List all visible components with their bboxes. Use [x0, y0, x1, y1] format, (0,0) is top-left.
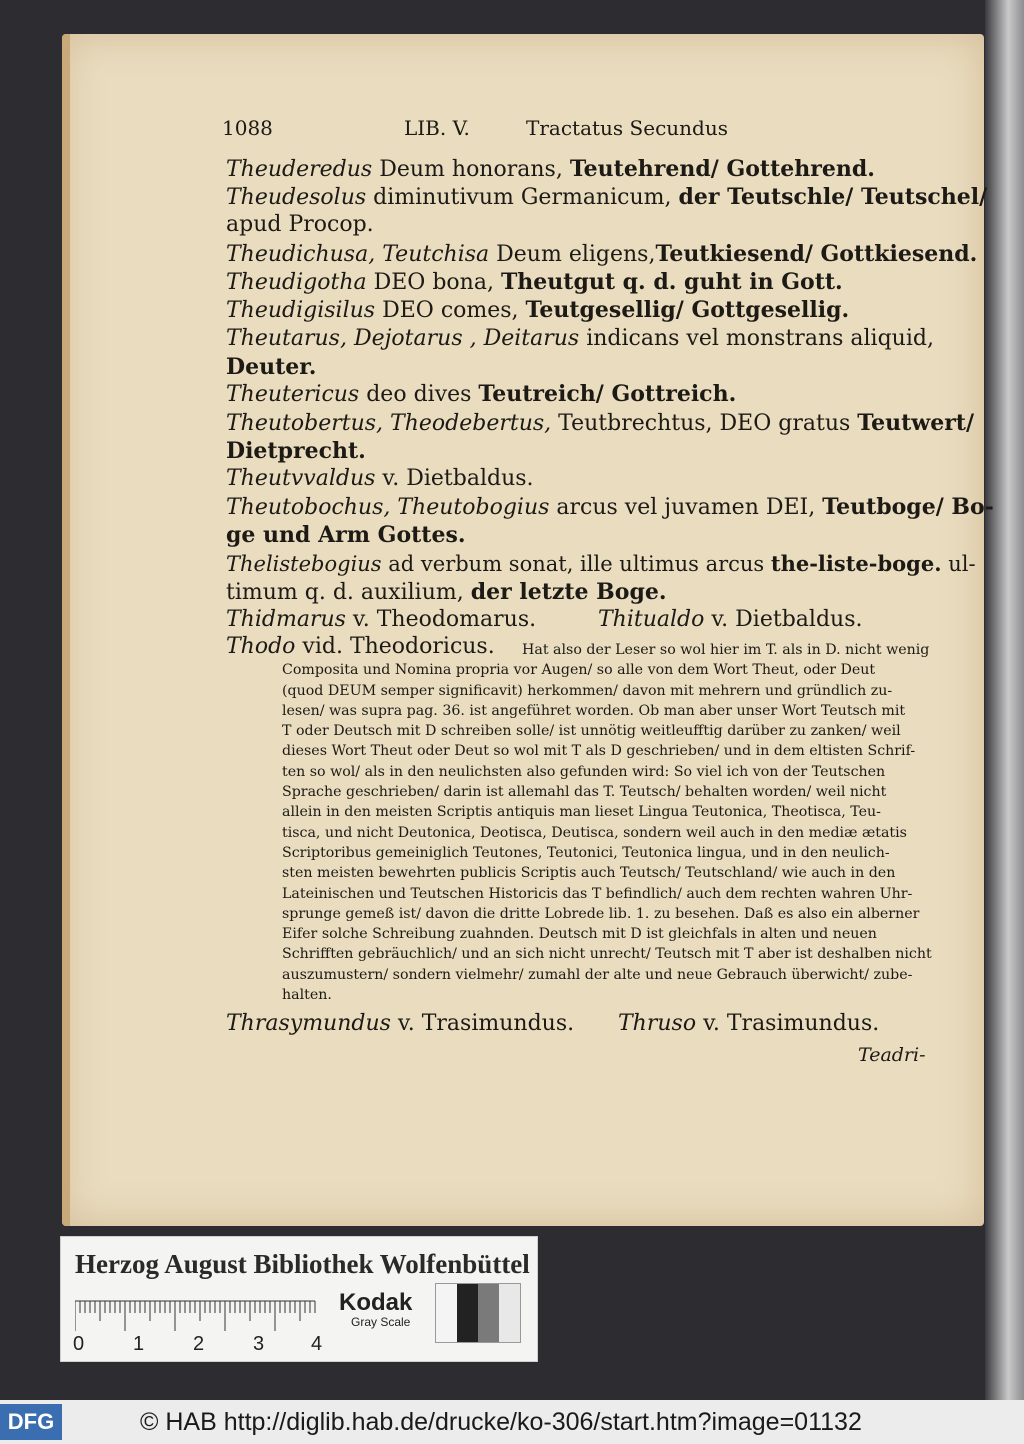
entry-head: Theutvvaldus [226, 466, 376, 491]
library-name: Herzog August Bibliothek Wolfenbüttel [75, 1249, 530, 1279]
gray-patch [499, 1284, 520, 1342]
entry-head: Thidmarus [226, 607, 346, 632]
entry-continuation [226, 578, 666, 607]
note-block [282, 640, 934, 1005]
entry-theutobertus [226, 409, 975, 438]
entry-text: DEO comes, [375, 298, 526, 323]
kodak-logo: Kodak [339, 1289, 413, 1316]
entry-cont-text: timum q. d. auxilium, [226, 580, 471, 605]
entry-text: v. Dietbaldus. [704, 607, 863, 632]
entry-theuderedus [226, 155, 938, 184]
entry-text: vid. Theodoricus. [295, 634, 495, 659]
entry-german: the-liste-boge. [770, 551, 942, 576]
entry-german: Teutwert/ [857, 410, 975, 436]
entry-thruso [618, 1010, 938, 1038]
entry-head: Theutericus [226, 382, 360, 407]
entry-head: Thitualdo [598, 607, 705, 632]
entry-continuation: Dietprecht. [226, 438, 366, 464]
entry-text: v. Dietbaldus. [375, 466, 534, 491]
ruler-number: 2 [193, 1333, 205, 1355]
note-line: lesen/ was supra pag. 36. ist angeführet worden. Ob man aber unser Wort Teutsch mit [282, 702, 906, 719]
note-line: T oder Deutsch mit D schreiben solle/ ist unnötig weitleufftig darüber zu zanken/ weil [282, 723, 901, 740]
entry-theudigotha [226, 268, 938, 297]
entry-text: v. Theodomarus. [345, 607, 537, 632]
entry-german: Teutgesellig/ Gottgesellig. [525, 297, 850, 323]
gray-patch [457, 1284, 478, 1342]
entry-text: v. Trasimundus. [390, 1011, 575, 1036]
gray-scale-patches [435, 1283, 521, 1343]
entry-text: indicans vel monstrans aliquid, [579, 326, 934, 351]
book-number: LIB. V. [404, 116, 470, 140]
entry-continuation: ge und Arm Gottes. [226, 522, 466, 548]
ruler-scale [75, 1297, 381, 1337]
note-line: sten meisten bewehrten publicis Scriptis auch Teutsch/ Teutschland/ wie auch in den [282, 865, 896, 882]
gray-patch [436, 1284, 457, 1342]
note-line: (quod DEUM semper significavit) herkommen/ davon mit mehrern und gründlich zu- [282, 682, 893, 699]
note-line: Lateinischen und Teutschen Historicis das T befindlich/ auch dem rechten wahren Uhr- [282, 885, 913, 902]
book-edge [985, 0, 1024, 1400]
entry-head: Theudigotha [226, 270, 367, 295]
entry-german: der Teutschle/ Teutschel/ [678, 184, 988, 210]
entry-continuation: Deuter. [226, 354, 317, 380]
entry-text: Deum eligens, [489, 242, 656, 267]
entry-german: Teutkiesend/ Gottkiesend. [655, 241, 978, 267]
entry-head: Theudigisilus [226, 298, 376, 323]
note-line: Scriptoribus gemeiniglich Teutones, Teutonici, Teutonica lingua, und in den neulich- [282, 844, 890, 861]
entry-theutobochus [226, 493, 994, 522]
note-line: sprunge gemeß ist/ davon die dritte Lobrede lib. 1. zu besehen. Daß es also ein alberner [282, 905, 920, 922]
note-line: Composita und Nomina propria vor Augen/ so alle von dem Wort Theut, oder Deut [282, 662, 876, 679]
page-number: 1088 [222, 116, 273, 140]
note-line: Sprache geschrieben/ darin ist allemahl das T. Teutsch/ behalten worden/ weil nicht [282, 784, 887, 801]
entry-text: diminutivum Germanicum, [366, 185, 679, 210]
entry-cont-german: der letzte Boge. [470, 579, 667, 605]
entry-theudigisilus [226, 296, 938, 325]
entry-continuation: apud Procop. [226, 212, 374, 237]
entry-text: DEO bona, [366, 270, 501, 295]
ruler-number: 1 [133, 1333, 145, 1355]
gray-scale-label: Gray Scale [351, 1315, 411, 1329]
entry-head: Theudichusa, Teutchisa [226, 242, 490, 267]
entry-german: Teutboge/ Bo- [822, 494, 994, 520]
entry-head: Thrasymundus [226, 1011, 391, 1036]
entry-text: ad verbum sonat, ille ultimus arcus [381, 552, 771, 576]
gray-patch [478, 1284, 499, 1342]
note-line: Hat also der Leser so wol hier im T. als in D. nicht wenig [522, 642, 930, 658]
dfg-logo: DFG [0, 1404, 62, 1440]
entry-head: Theudesolus [226, 185, 367, 210]
entry-theudesolus [226, 183, 988, 212]
note-line: allein in den meisten Scriptis antiquis man lieset Lingua Teutonica, Theotisca, Teu- [282, 804, 881, 821]
entry-german: Teutreich/ Gottreich. [478, 381, 737, 407]
entry-head: Theutarus, Dejotarus , Deitarus [226, 326, 580, 351]
ruler-number: 0 [73, 1333, 85, 1355]
entry-head: Thelistebogius [226, 552, 382, 576]
entry-text: arcus vel juvamen DEI, [549, 495, 823, 520]
library-label [60, 1236, 538, 1362]
entry-head: Thruso [618, 1011, 697, 1036]
entry-theutericus [226, 380, 938, 409]
ruler-number: 4 [311, 1333, 323, 1355]
note-line: Schrifften gebräuchlich/ und an sich nicht unrecht/ Teutsch mit T aber ist deshalben nicht [282, 946, 932, 963]
entry-head: Theutobochus, Theutobogius [226, 495, 550, 520]
entry-thitualdo [598, 606, 938, 634]
entry-head: Theuderedus [226, 157, 373, 182]
entry-text: Deum honorans, [372, 157, 570, 182]
copyright-text: © HAB http://diglib.hab.de/drucke/ko-306/start.htm?image=01132 [140, 1408, 862, 1436]
page-edge [62, 34, 70, 1226]
entry-text: v. Trasimundus. [696, 1011, 880, 1036]
note-line: tisca, und nicht Deutonica, Deotisca, Deutisca, sondern weil auch in den mediæ ætatis [282, 824, 907, 841]
entry-thelistebogius [226, 550, 976, 578]
note-line: auszumustern/ sondern vielmehr/ zumahl der alte und neue Gebrauch überwicht/ zube- [282, 966, 913, 983]
entry-text: deo dives [359, 382, 479, 407]
entry-head: Theutobertus, Theodebertus, [226, 411, 552, 436]
entry-theutvvaldus [226, 465, 938, 493]
entry-text-tail: ul- [941, 552, 976, 576]
note-line: dieses Wort Theut oder Deut so wol mit T als D geschrieben/ und in dem eltisten Schrif- [282, 743, 916, 760]
entry-german: Teutehrend/ Gottehrend. [569, 156, 875, 182]
tractatus-title: Tractatus Secundus [526, 116, 728, 140]
entry-theutarus [226, 325, 938, 353]
entry-theudichusa [226, 240, 978, 269]
note-line: Eifer solche Schreibung zuahnden. Deutsch mit D ist gleichfals in alten und neuen [282, 926, 877, 943]
entry-german: Theutgut q. d. guht in Gott. [500, 269, 843, 295]
note-line: halten. [282, 987, 332, 1004]
entry-text: Teutbrechtus, DEO gratus [551, 411, 858, 436]
entry-head: Thodo [226, 634, 296, 659]
ruler-number: 3 [253, 1333, 265, 1355]
catchword: Teadri- [858, 1044, 926, 1066]
note-line: ten so wol/ als in den neulichsten also gefunden wird: So viel ich von der Teutschen [282, 763, 886, 780]
